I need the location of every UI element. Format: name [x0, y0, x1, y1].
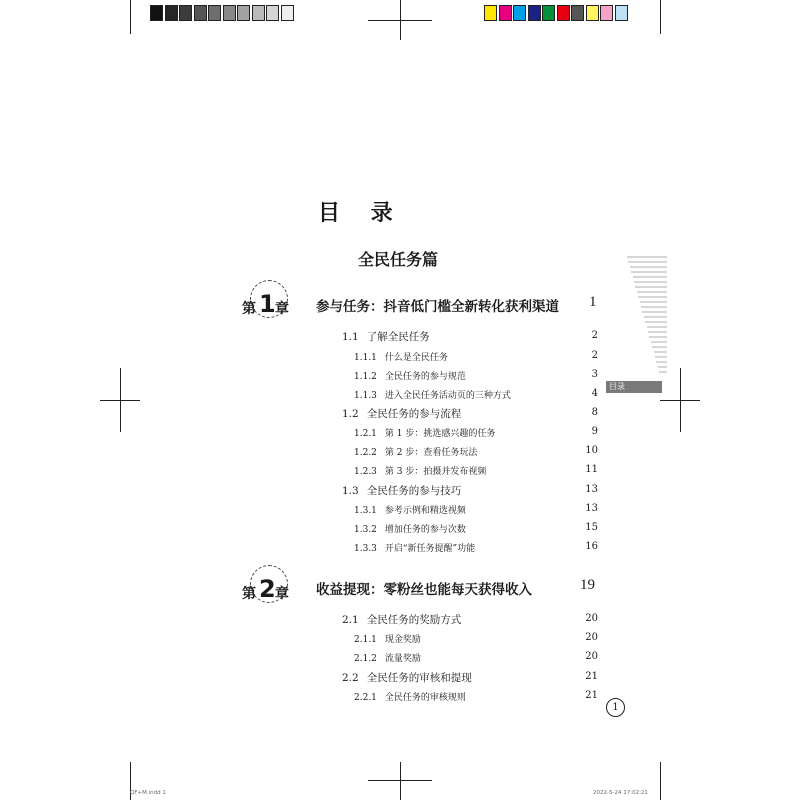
- side-tab-stripe: [654, 351, 667, 353]
- toc-page: 13: [585, 484, 598, 495]
- side-tab-stripe: [649, 336, 667, 338]
- side-tab-stripe: [640, 301, 667, 303]
- toc-page: 4: [591, 388, 598, 399]
- chapter-title-2[interactable]: 收益提现：零粉丝也能每天获得收入: [316, 582, 532, 598]
- toc-entry[interactable]: 2.1 全民任务的奖励方式: [342, 614, 462, 626]
- color-swatch: [513, 5, 526, 21]
- chapter-prefix: 第: [242, 301, 256, 317]
- toc-page: 16: [585, 541, 598, 552]
- toc-entry[interactable]: 1.3.1 参考示例和精选视频: [354, 506, 466, 516]
- side-tab-stripe: [652, 346, 667, 348]
- footer-file-label: QF+M.indd 1: [130, 790, 166, 796]
- toc-entry[interactable]: 1.2.1 第 1 步：挑选感兴趣的任务: [354, 429, 496, 439]
- toc-page: 21: [585, 690, 598, 701]
- side-tab-stripe: [642, 311, 667, 313]
- toc-entry[interactable]: 1.1.2 全民任务的参与规范: [354, 372, 466, 382]
- toc-entry[interactable]: 2.1.1 现金奖励: [354, 635, 421, 645]
- chapter-suffix: 章: [275, 586, 289, 602]
- toc-entry[interactable]: 1.1 了解全民任务: [342, 331, 430, 343]
- side-tab-stripe: [635, 286, 667, 288]
- side-tab-stripe: [638, 296, 667, 298]
- toc-entry[interactable]: 1.3.3 开启“新任务提醒”功能: [354, 544, 476, 554]
- color-swatch: [484, 5, 497, 21]
- chapter-number: 1: [259, 290, 276, 318]
- gray-swatch: [208, 5, 221, 21]
- color-swatch: [586, 5, 599, 21]
- toc-page: 21: [585, 671, 598, 682]
- color-swatch: [615, 5, 628, 21]
- side-tab-stripe: [658, 366, 667, 368]
- gray-swatch: [223, 5, 236, 21]
- toc-page: 15: [585, 522, 598, 533]
- gray-swatch: [281, 5, 294, 21]
- toc-entry[interactable]: 2.1.2 流量奖励: [354, 654, 421, 664]
- side-tab-stripe: [631, 271, 667, 273]
- color-swatch: [528, 5, 541, 21]
- side-tab-stripe: [645, 321, 667, 323]
- color-swatch: [571, 5, 584, 21]
- gray-swatch: [150, 5, 163, 21]
- side-tab-label[interactable]: 目录: [606, 381, 662, 393]
- toc-entry[interactable]: 2.2.1 全民任务的审核规则: [354, 693, 466, 703]
- toc-page: 20: [585, 632, 598, 643]
- color-swatch: [557, 5, 570, 21]
- part-title: 全民任务篇: [358, 250, 439, 269]
- chapter-title-1[interactable]: 参与任务：抖音低门槛全新转化获利渠道: [316, 299, 559, 315]
- toc-entry[interactable]: 2.2 全民任务的审核和提现: [342, 672, 472, 684]
- side-tab-stripe: [659, 371, 667, 373]
- toc-entry[interactable]: 1.1.1 什么是全民任务: [354, 353, 448, 363]
- chapter-badge-2: [242, 577, 290, 607]
- chapter-prefix: 第: [242, 586, 256, 602]
- side-tab-stripe: [647, 326, 667, 328]
- toc-page: 20: [585, 613, 598, 624]
- toc-page: 20: [585, 651, 598, 662]
- gray-swatch: [266, 5, 279, 21]
- side-tab-stripe: [630, 266, 667, 268]
- side-tab-stripe: [634, 281, 667, 283]
- side-tab-stripe: [637, 291, 667, 293]
- gray-swatch: [165, 5, 178, 21]
- gray-swatch: [252, 5, 265, 21]
- chapter-badge-1: [242, 292, 290, 322]
- side-tab-stripe: [655, 356, 667, 358]
- gray-swatch: [179, 5, 192, 21]
- toc-entry[interactable]: 1.2.2 第 2 步：查看任务玩法: [354, 448, 478, 458]
- chapter-number: 2: [259, 575, 276, 603]
- side-tab-stripe: [641, 306, 667, 308]
- page-number: 1: [606, 698, 625, 717]
- side-tab-stripe: [648, 331, 667, 333]
- chapter-page-1: 1: [589, 294, 597, 310]
- side-tab-stripe: [651, 341, 667, 343]
- toc-page: 11: [585, 464, 598, 475]
- toc-page: 2: [591, 330, 598, 341]
- color-swatch: [600, 5, 613, 21]
- gray-swatch: [194, 5, 207, 21]
- toc-entry[interactable]: 1.3 全民任务的参与技巧: [342, 485, 462, 497]
- footer-timestamp: 2022-5-24 17:02:21: [593, 790, 648, 796]
- toc-page: 8: [591, 407, 598, 418]
- toc-page: 3: [591, 369, 598, 380]
- toc-title: 目 录: [318, 201, 393, 226]
- color-swatch: [542, 5, 555, 21]
- toc-entry[interactable]: 1.3.2 增加任务的参与次数: [354, 525, 466, 535]
- chapter-page-2: 19: [580, 577, 595, 593]
- side-tab-stripe: [633, 276, 667, 278]
- toc-entry[interactable]: 1.2.3 第 3 步：拍摄并发布视频: [354, 467, 487, 477]
- toc-page: 13: [585, 503, 598, 514]
- side-tab-stripe: [628, 261, 667, 263]
- toc-entry[interactable]: 1.2 全民任务的参与流程: [342, 408, 462, 420]
- toc-page: 10: [585, 445, 598, 456]
- gray-swatch: [237, 5, 250, 21]
- side-tab-stripe: [627, 256, 667, 258]
- toc-entry[interactable]: 1.1.3 进入全民任务活动页的三种方式: [354, 391, 511, 401]
- toc-page: 2: [591, 350, 598, 361]
- color-swatch: [499, 5, 512, 21]
- toc-page: 9: [591, 426, 598, 437]
- side-tab-stripe: [656, 361, 667, 363]
- side-tab-stripe: [644, 316, 667, 318]
- chapter-suffix: 章: [275, 301, 289, 317]
